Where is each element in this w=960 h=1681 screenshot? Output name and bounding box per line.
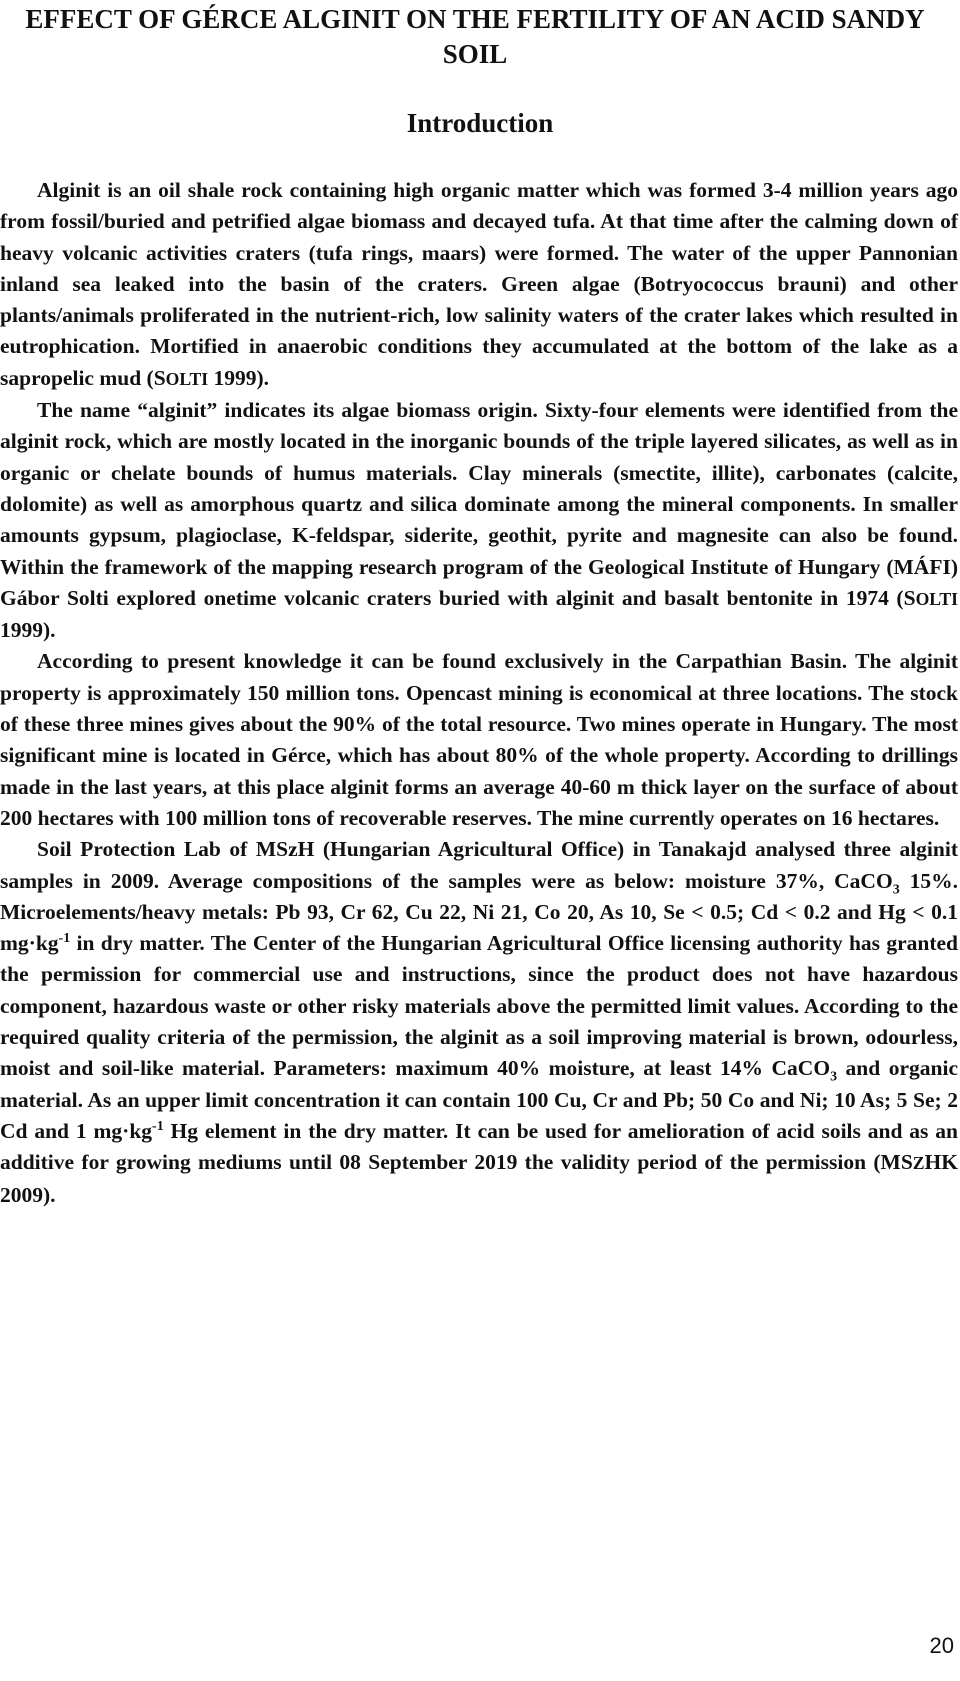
paragraph-1-text: Alginit is an oil shale rock containing high organic matter which was formed 3-4 million years ago from fossil/buried and petrified algae biomass and decayed tufa. At that time after the calming down of heavy volcanic activities craters (tufa rings, maars) were formed. The water of the upper Pannonian inland sea leaked into the basin of the craters. Green algae (Botryococcus brauni) and other plants/animals proliferated in the nutrient-rich, low salinity waters of the crater lakes which resulted in eutrophication. Mortified in anaerobic conditions they accumulated at the bottom of the lake as a sapropelic mud ( [0, 178, 958, 390]
citation-year: 1999). [0, 618, 56, 643]
paragraph-4 [0, 834, 958, 1211]
paragraph-4-text: 15%. Microelements/heavy metals: Pb 93, Cr 62, Cu 22, Ni 21, Co 20, As 10, Se < 0.5; Cd < 0.2 and Hg < 0.1 mg·kg [0, 868, 959, 956]
citation-author-small: Z [912, 1153, 925, 1174]
citation-year: 1999). [208, 365, 270, 390]
citation-year: 2009). [0, 1182, 56, 1207]
paragraph-1 [0, 175, 958, 395]
superscript-minus-1: -1 [58, 930, 71, 946]
citation-author-rest: OLTI [165, 368, 209, 389]
citation-author-initial: MS [880, 1150, 913, 1175]
paragraph-3 [0, 646, 958, 834]
paragraph-4-text: in dry matter. The Center of the Hungarian Agricultural Office licensing authority has granted the permission for commercial use and instructions, since the product does not have hazardous component, hazardous waste or other risky materials above the permitted limit values. According to the required quality criteria of the permission, the alginit as a soil improving material is brown, odourless, moist and soil-like material. Parameters: maximum 40% moisture, at least 14% CaCO [0, 931, 958, 1081]
citation-author-initial: S [903, 585, 916, 610]
citation-author-rest: OLTI [915, 588, 958, 609]
section-heading: Introduction [406, 108, 554, 138]
paragraph-4-text: Soil Protection Lab of MSzH (Hungarian Agricultural Office) in Tanakajd analysed three alginit samples in 2009. Average compositions of the samples were as below: moisture 37%, CaCO [0, 837, 958, 893]
citation-author-initial: S [153, 365, 166, 390]
paragraph-4-text: and organic material. As an upper limit concentration it can contain 100 Cu, Cr and Pb; 50 Co and Ni; 10 As; 5 Se; 2 Cd and 1 mg·kg [0, 1056, 958, 1143]
paragraph-2-text: The name “alginit” indicates its algae biomass origin. Sixty-four elements were identified from the alginit rock, which are mostly located in the inorganic bounds of the triple layered silicates, as well as in organic or chelate bounds of humus materials. Clay minerals (smectite, illite), carbonates (calcite, dolomite) as well as amorphous quartz and silica dominate among the mineral components. In smaller amounts gypsum, plagioclase, K-feldspar, siderite, geothit, pyrite and magnesite can also be found. Within the framework of the mapping research program of the Geological Institute of Hungary (MÁFI) Gábor Solti explored onetime volcanic craters buried with alginit and basalt bentonite in 1974 ( [0, 398, 958, 610]
subscript-3: 3 [830, 1069, 838, 1085]
paragraph-3-text: According to present knowledge it can be found exclusively in the Carpathian Basin. The alginit property is approximately 150 million tons. Opencast mining is economical at three locations. The stock of these three mines gives about the 90% of the total resource. Two mines operate in Hungary. The most significant mine is located in Gérce, which has about 80% of the whole property. According to drillings made in the last years, at this place alginit forms an average 40-60 m thick layer on the surface of about 200 hectares with 100 million tons of recoverable reserves. The mine currently operates on 16 hectares. [0, 649, 958, 830]
paragraph-2 [0, 395, 958, 646]
citation-author-rest: HK [924, 1150, 958, 1175]
superscript-minus-1: -1 [152, 1118, 164, 1134]
document-title: EFFECT OF GÉRCE ALGINIT ON THE FERTILITY OF AN ACID SANDY SOIL [25, 4, 925, 69]
page-number: 20 [929, 1633, 954, 1658]
paragraph-4-text: Hg element in the dry matter. It can be used for amelioration of acid soils and as an additive for growing mediums until 08 September 2019 the validity period of the permission ( [0, 1118, 958, 1175]
subscript-3: 3 [892, 881, 900, 897]
body-text [0, 175, 958, 1211]
